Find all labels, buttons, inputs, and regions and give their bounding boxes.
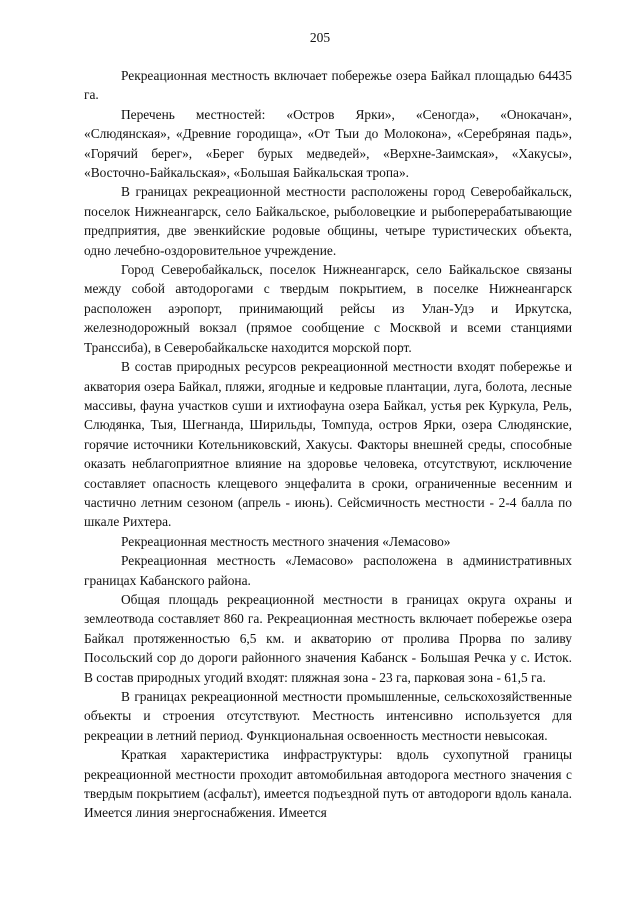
paragraph: Краткая характеристика инфраструктуры: вдоль сухопутной границы рекреационной местности проходит автомобильная автодорога местного значения с твердым покрытием (асфальт), имеется подъездной путь от автодороги вдоль канала. Имеется линия энергоснабжения. Имеется	[84, 747, 572, 821]
paragraph: В состав природных ресурсов рекреационной местности входят побережье и акватория озера Байкал, пляжи, ягодные и кедровые плантации, луга, болота, лесные массивы, фауна участков суши и ихтиофауна озера Байкал, устья рек Куркула, Рель, Слюдянка, Тыя, Шегнанда, Ширильды, Томпуда, остров Ярки, озера Слюдянские, горячие источники Котельниковский, Хакусы. Факторы внешней среды, способные оказать неблагоприятное влияние на здоровье человека, отсутствуют, исключение составляет опасность клещевого энцефалита в сроки, ограниченные весенним и частично летним сезоном (апрель - июнь). Сейсмичность местности - 2-4 балла по шкале Рихтера.	[84, 359, 572, 530]
paragraph: Рекреационная местность «Лемасово» расположена в административных границах Кабанского района.	[84, 553, 572, 588]
paragraph: Перечень местностей: «Остров Ярки», «Сеногда», «Онокачан», «Слюдянская», «Древние городища», «От Тыи до Молокона», «Серебряная падь», «Горячий берег», «Берег бурых медведей», «Верхне-Заимская», «Хакусы», «Восточно-Байкальская», «Большая Байкальская тропа».	[84, 106, 572, 181]
paragraph: Город Северобайкальск, поселок Нижнеангарск, село Байкальское связаны между собой автодорогами с твердым покрытием, в поселке Нижнеангарск расположен аэропорт, принимающий рейсы из Улан-Удэ и Иркутска, железнодорожный вокзал (прямое сообщение с Москвой и всеми станциями Транссиба), в Северобайкальске находится морской порт.	[84, 262, 572, 355]
paragraph: В границах рекреационной местности расположены город Северобайкальск, поселок Нижнеангарск, село Байкальское, рыболовецкие и рыбоперерабатывающие предприятия, две эвенкийские родовые общины, четыре туристических объекта, одно лечебно-оздоровительное учреждение.	[84, 184, 572, 258]
page-number: 205	[309, 30, 331, 45]
paragraph: Рекреационная местность включает побережье озера Байкал площадью 64435 га.	[84, 68, 572, 103]
section-heading: Рекреационная местность местного значения «Лемасово»	[121, 533, 451, 549]
document-body	[84, 66, 572, 823]
paragraph: Общая площадь рекреационной местности в границах округа охраны и землеотвода составляет 860 га. Рекреационная местность включает побережье озера Байкал протяженностью 6,5 км. и акваторию от пролива Прорва по заливу Посольский сор до дороги районного значения Кабанск - Большая Речка у с. Исток. В состав природных угодий входят: пляжная зона - 23 га, парковая зона - 61,5 га.	[84, 591, 572, 685]
paragraph: В границах рекреационной местности промышленные, сельскохозяйственные объекты и строения отсутствуют. Местность интенсивно используется для рекреации в летний период. Функциональная освоенность местности невысокая.	[84, 689, 572, 743]
